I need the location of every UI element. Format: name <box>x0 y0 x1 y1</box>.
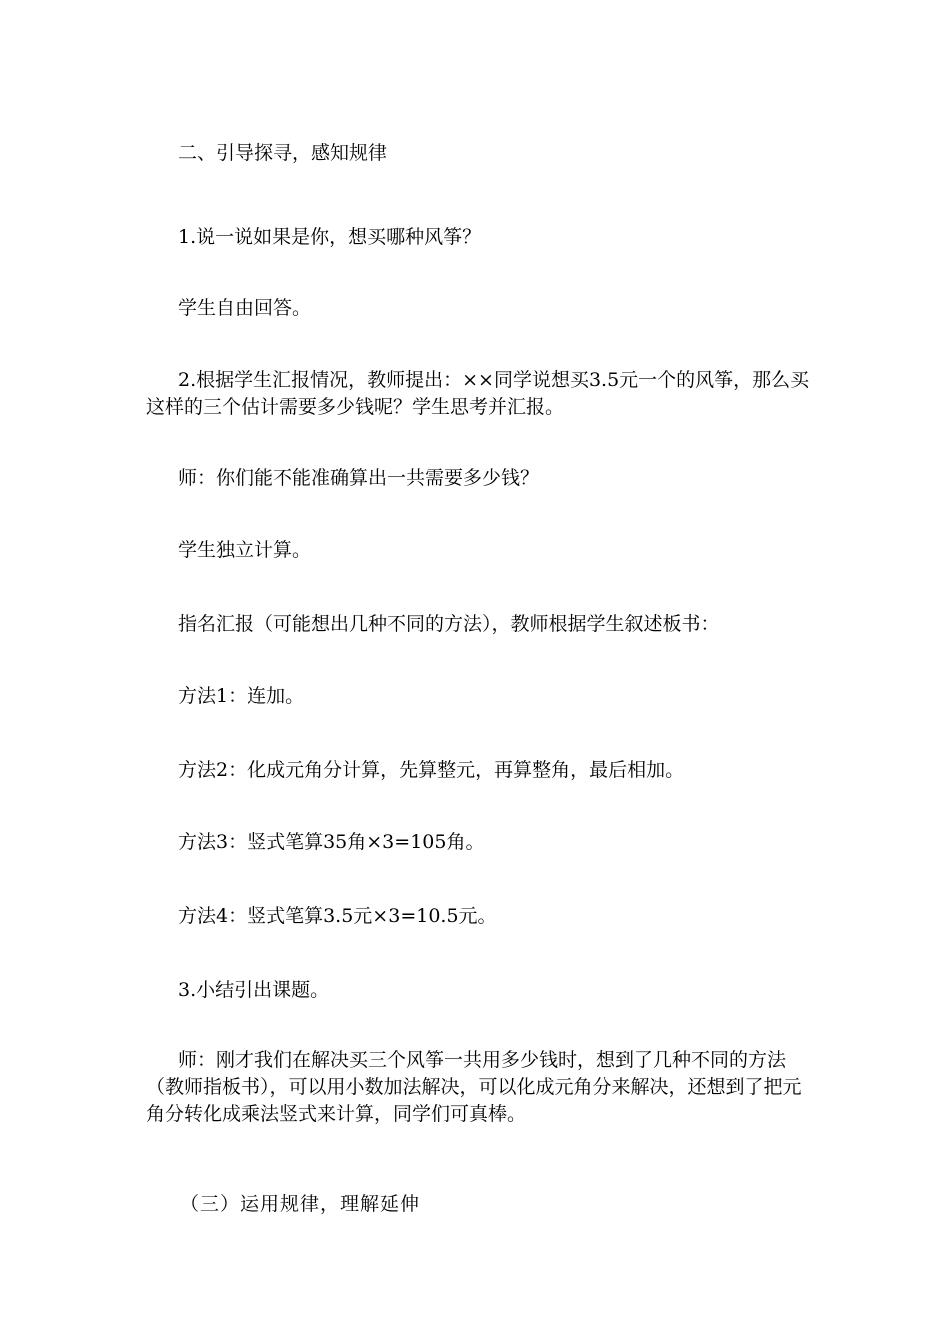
paragraph-teacher-summary: 师：刚才我们在解决买三个风筝一共用多少钱时，想到了几种不同的方法（教师指板书），可以用小数加法解决，可以化成元角分来解决，还想到了把元角分转化成乘法竖式来计算，同学们可真棒。 <box>146 1049 802 1125</box>
paragraph-3: 2.根据学生汇报情况，教师提出：××同学说想买3.5元一个的风筝，那么买这样的三个估计需要多少钱呢？学生思考并汇报。 <box>146 369 810 418</box>
section-title: 二、引导探寻，感知规律 <box>178 142 388 164</box>
paragraph-4: 师：你们能不能准确算出一共需要多少钱？ <box>178 467 540 489</box>
paragraph-2: 学生自由回答。 <box>178 297 312 319</box>
paragraph-6: 指名汇报（可能想出几种不同的方法），教师根据学生叙述板书： <box>178 613 720 635</box>
method-4: 方法4：竖式笔算3.5元×3=10.5元。 <box>178 905 497 927</box>
subsection-title: （三）运用规律，理解延伸 <box>180 1193 421 1215</box>
paragraph-1: 1.说一说如果是你，想买哪种风筝？ <box>178 226 482 248</box>
paragraph-5: 学生独立计算。 <box>178 539 312 561</box>
method-3: 方法3：竖式笔算35角×3=105角。 <box>178 831 485 853</box>
method-1: 方法1：连加。 <box>178 685 305 707</box>
paragraph-summary: 3.小结引出课题。 <box>178 979 330 1001</box>
method-2: 方法2：化成元角分计算，先算整元，再算整角，最后相加。 <box>178 759 685 781</box>
